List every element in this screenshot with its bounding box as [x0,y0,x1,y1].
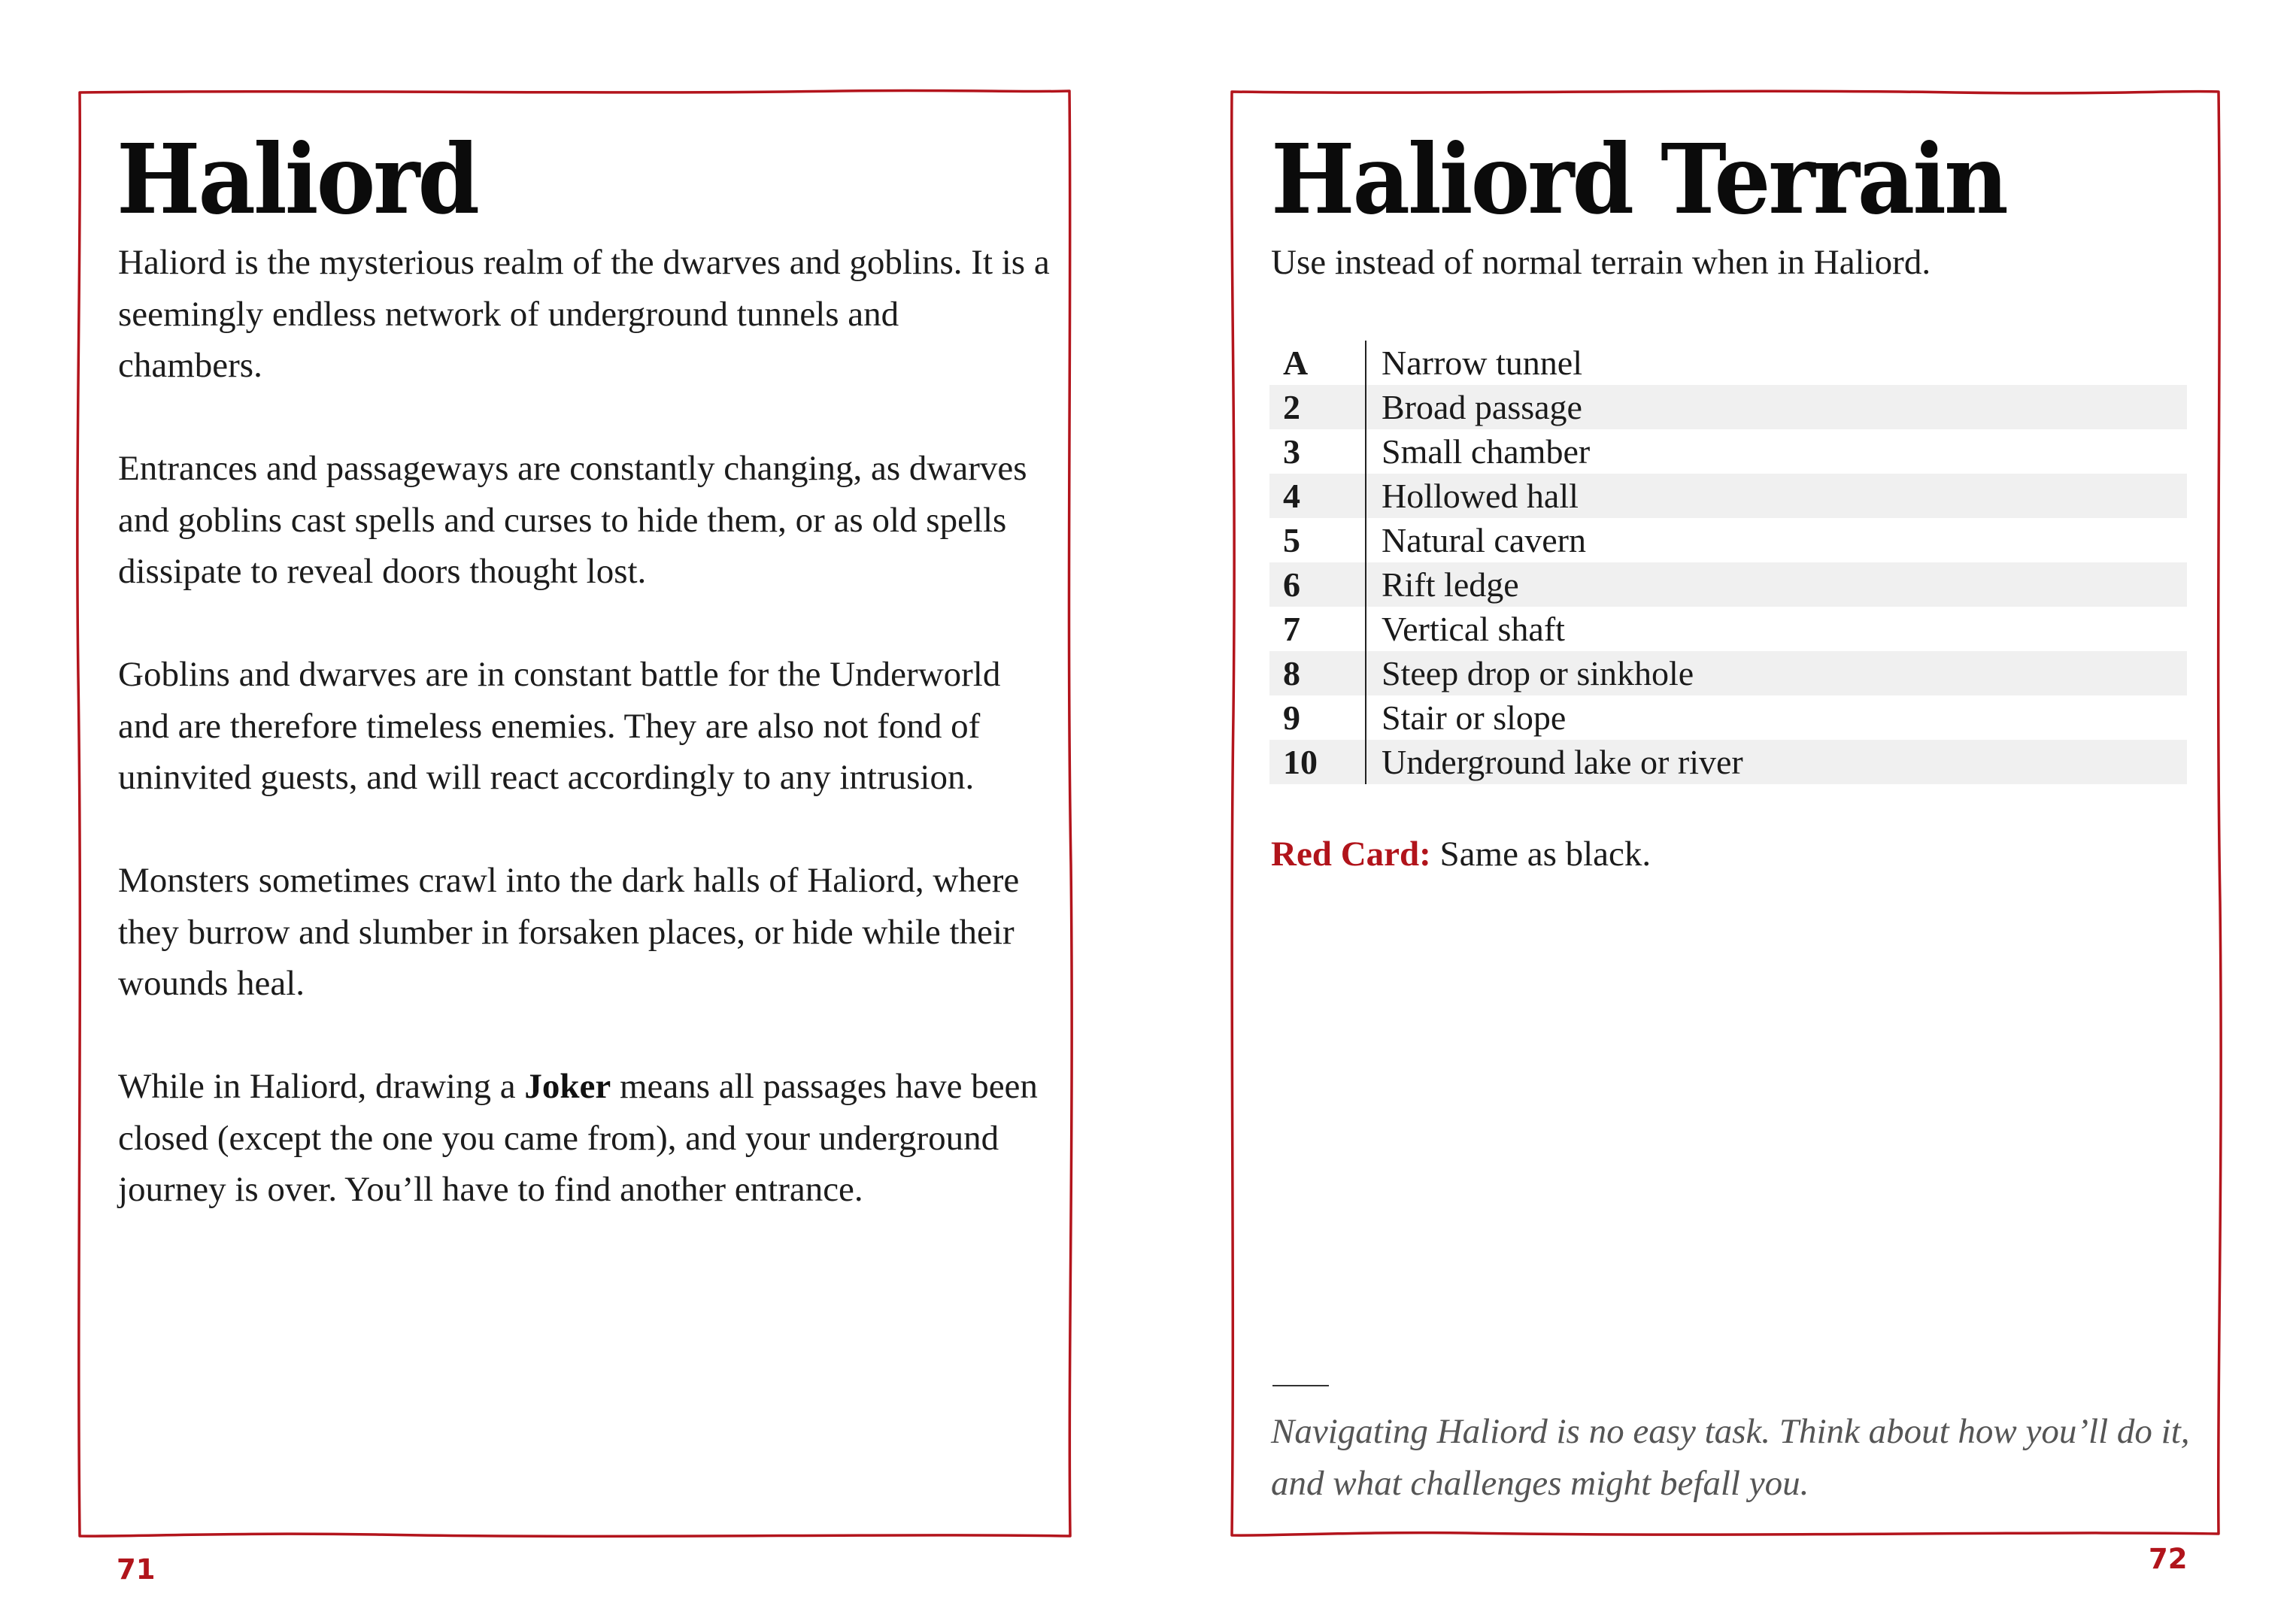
table-row [1269,518,2187,562]
terrain-name: Steep drop or sinkhole [1366,651,2187,695]
right-page-title: Haliord Terrain [1271,123,2006,236]
card-value: 4 [1269,474,1366,518]
table-row [1269,695,2187,740]
page-number-left: 71 [117,1553,156,1586]
card-value: 10 [1269,740,1366,784]
left-page [79,90,1070,1534]
left-page-title: Haliord [117,123,478,236]
joker-text-before: While in Haliord, drawing a [118,1067,525,1106]
card-value: 3 [1269,429,1366,474]
table-row [1269,474,2187,518]
card-value: 5 [1269,518,1366,562]
paragraph: Goblins and dwarves are in constant battle for the Underworld and are therefore timeless enemies. They are also not fond of uninvited guests, and will react accordingly to any intrusion. [118,655,1001,797]
terrain-name: Narrow tunnel [1382,344,1582,382]
terrain-name: Stair or slope [1382,698,1567,737]
paragraph: Entrances and passageways are constantly changing, as dwarves and goblins cast spells and curses to hide them, or as old spells dissipate to reveal doors thought lost. [118,449,1027,591]
card-value: 7 [1269,607,1366,651]
terrain-name: Hollowed hall [1366,474,2187,518]
table-row [1269,562,2187,607]
terrain-table [1269,341,2187,784]
terrain-name: Broad passage [1366,385,2187,429]
page-number-right: 72 [2149,1543,2188,1575]
paragraph: Monsters sometimes crawl into the dark halls of Haliord, where they burrow and slumber in forsaken places, or hide while their wounds heal. [118,861,1020,1003]
paragraph: Haliord is the mysterious realm of the dwarves and goblins. It is a seemingly endless network of underground tunnels and chambers. [118,243,1050,385]
joker-text-after: means all passages have been closed (except the one you came from), and your underground journey is over. You’ll have to find another entrance. [118,1067,1038,1209]
table-row [1269,607,2187,651]
card-value: A [1269,341,1366,385]
table-row [1269,429,2187,474]
red-card-label: Red Card: [1271,835,1431,874]
flavor-quote: Navigating Haliord is no easy task. Think about how you’ll do it, and what challenges might befall you. [1271,1412,2190,1503]
joker-keyword: Joker [524,1067,611,1106]
right-page [1233,90,2219,1534]
card-value: 9 [1269,695,1366,740]
table-row [1269,740,2187,784]
left-page-body [118,237,1051,1267]
red-card-note [1271,829,1651,880]
joker-paragraph [118,1061,1051,1216]
quote-divider [1272,1385,1329,1386]
card-value: 2 [1269,385,1366,429]
card-value: 8 [1269,651,1366,695]
terrain-intro: Use instead of normal terrain when in Haliord. [1271,243,1931,282]
table-row [1269,341,2187,385]
terrain-name: Vertical shaft [1382,610,1565,648]
terrain-name: Small chamber [1382,432,1591,471]
terrain-name: Underground lake or river [1366,740,2187,784]
card-value: 6 [1269,562,1366,607]
table-row [1269,385,2187,429]
terrain-name: Rift ledge [1366,562,2187,607]
table-row [1269,651,2187,695]
red-card-text: Same as black. [1430,835,1652,874]
terrain-name: Natural cavern [1382,521,1587,559]
